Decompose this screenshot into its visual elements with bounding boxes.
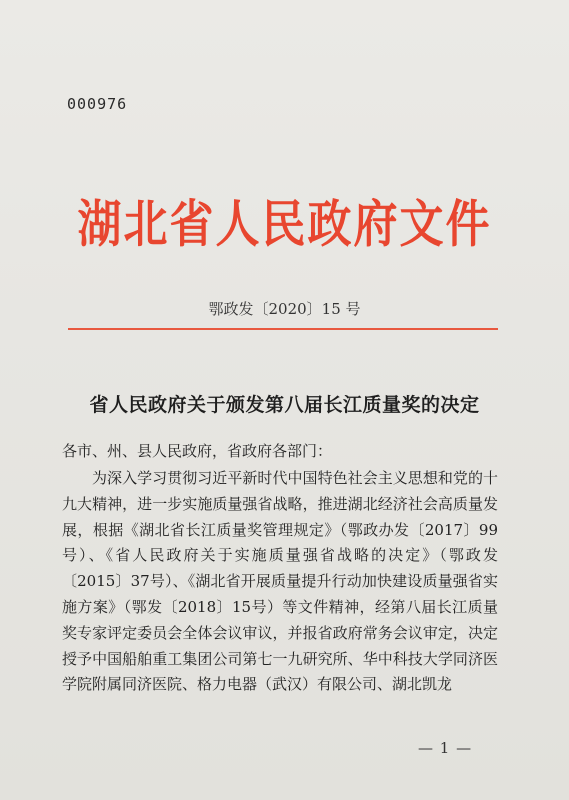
document-title: 省人民政府关于颁发第八届长江质量奖的决定: [89, 394, 480, 416]
page-number: — 1 —: [418, 739, 473, 757]
file-number: 鄂政发〔2020〕15 号: [208, 300, 361, 318]
serial-number: 000976: [67, 95, 128, 113]
body-paragraph: 为深入学习贯彻习近平新时代中国特色社会主义思想和党的十九大精神，进一步实施质量强省战略，推进湖北经济社会高质量发展，根据《湖北省长江质量奖管理规定》（鄂政办发〔2017〕99号）、《省人民政府关于实施质量强省战略的决定》（鄂政发〔2015〕37号）、《湖北省开展质量提升行动加快建设质量强省实施方案》（鄂发〔2018〕15号）等文件精神，经第八届长江质量奖专家评定委员会全体会议审议，并报省政府常务会议审定，决定授予中国船舶重工集团公司第七一九研究所、华中科技大学同济医学院附属同济医院、格力电器（武汉）有限公司、湖北凯龙: [62, 469, 498, 694]
red-divider-line: [68, 328, 498, 330]
issuer-title: 湖北省人民政府文件: [77, 195, 492, 255]
addressee-line: 各市、州、县人民政府，省政府各部门：: [62, 442, 333, 460]
